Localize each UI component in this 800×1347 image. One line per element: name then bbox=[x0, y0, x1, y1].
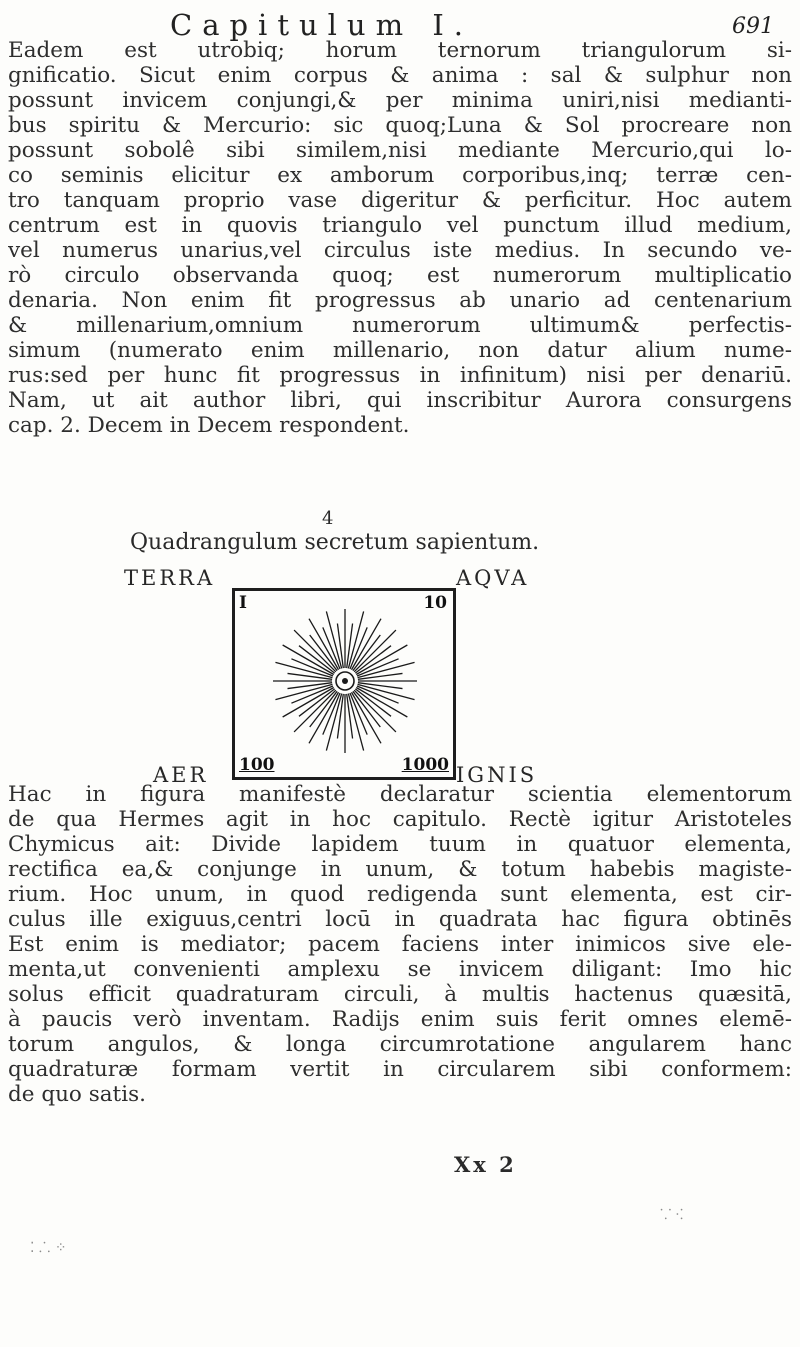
text-line: de qua Hermes agit in hoc capitulo. Rectè igitur Aristoteles bbox=[8, 807, 792, 832]
text-line: simum (numerato enim millenario, non datur alium nume- bbox=[8, 338, 792, 363]
bleed-through-mark: ⁚ ⸫ ⁘ bbox=[30, 1240, 67, 1256]
text-line: Nam, ut ait author libri, qui inscribitur Aurora consurgens bbox=[8, 388, 792, 413]
text-line: rus:sed per hunc fit progressus in infinitum) nisi per denariū. bbox=[8, 363, 792, 388]
text-line: possunt invicem conjungi,& per minima uniri,nisi medianti- bbox=[8, 88, 792, 113]
corner-number-100: 100 bbox=[239, 755, 275, 775]
text-line: torum angulos, & longa circumrotatione angularem hanc bbox=[8, 1032, 792, 1057]
text-line: Hac in figura manifestè declaratur scientia elementorum bbox=[8, 782, 792, 807]
quadrangle-figure bbox=[232, 588, 456, 780]
text-line: denaria. Non enim fit progressus ab unario ad centenarium bbox=[8, 288, 792, 313]
radiant-sun-icon bbox=[265, 601, 425, 761]
text-line: Est enim is mediator; pacem faciens inter inimicos sive ele- bbox=[8, 932, 792, 957]
text-line: possunt sobolê sibi similem,nisi mediante Mercurio,qui lo- bbox=[8, 138, 792, 163]
bleed-through-mark: ⸪ ⁖ bbox=[660, 1207, 684, 1223]
text-line: rò circulo observanda quoq; est numerorum multiplicatio bbox=[8, 263, 792, 288]
corner-number-1: I bbox=[239, 593, 247, 613]
corner-number-10: 10 bbox=[423, 593, 447, 613]
paragraph-1 bbox=[8, 38, 792, 438]
corner-label-ignis: IGNIS bbox=[456, 763, 538, 787]
text-line: Eadem est utrobiq; horum ternorum triangulorum si- bbox=[8, 38, 792, 63]
corner-label-terra: TERRA bbox=[124, 566, 216, 590]
text-line: centrum est in quovis triangulo vel punctum illud medium, bbox=[8, 213, 792, 238]
sun-ray bbox=[354, 690, 396, 732]
text-line: vel numerus unarius,vel circulus iste medius. In secundo ve- bbox=[8, 238, 792, 263]
text-line: cap. 2. Decem in Decem respondent. bbox=[8, 413, 410, 438]
corner-label-aqua: AQVA bbox=[456, 566, 530, 590]
running-header bbox=[0, 6, 800, 42]
text-line: de quo satis. bbox=[8, 1082, 146, 1107]
text-line: solus efficit quadraturam circuli, à multis hactenus quæsitā, bbox=[8, 982, 792, 1007]
running-title: Capitulum I. bbox=[170, 8, 473, 42]
text-line: & millenarium,omnium numerorum ultimum& perfectis- bbox=[8, 313, 792, 338]
text-line: tro tanquam proprio vase digeritur & perficitur. Hoc autem bbox=[8, 188, 792, 213]
corner-label-aer: AER bbox=[153, 763, 209, 787]
text-line: menta,ut convenienti amplexu se invicem diligant: Imo hic bbox=[8, 957, 792, 982]
paragraph-2 bbox=[8, 782, 792, 1107]
text-line: quadraturæ formam vertit in circularem sibi conformem: bbox=[8, 1057, 792, 1082]
text-line: à paucis verò inventam. Radijs enim suis ferit omnes elemē- bbox=[8, 1007, 792, 1032]
text-line: co seminis elicitur ex amborum corporibus,inq; terræ cen- bbox=[8, 163, 792, 188]
corner-number-1000: 1000 bbox=[401, 755, 449, 775]
text-line: Chymicus ait: Divide lapidem tuum in quatuor elementa, bbox=[8, 832, 792, 857]
text-line: bus spiritu & Mercurio: sic quoq;Luna & Sol procreare non bbox=[8, 113, 792, 138]
text-line: culus ille exiguus,centri locū in quadrata hac figura obtinēs bbox=[8, 907, 792, 932]
signature-mark: Xx 2 bbox=[454, 1152, 517, 1177]
sun-ray bbox=[294, 630, 336, 672]
figure-number: 4 bbox=[322, 508, 334, 529]
figure-caption: Quadrangulum secretum sapientum. bbox=[130, 530, 540, 555]
page-number: 691 bbox=[732, 14, 774, 39]
text-line: rectifica ea,& conjunge in unum, & totum habebis magiste- bbox=[8, 857, 792, 882]
text-line: gnificatio. Sicut enim corpus & anima : sal & sulphur non bbox=[8, 63, 792, 88]
text-line: rium. Hoc unum, in quod redigenda sunt elementa, est cir- bbox=[8, 882, 792, 907]
sun-ray bbox=[294, 690, 336, 732]
sun-ray bbox=[354, 630, 396, 672]
